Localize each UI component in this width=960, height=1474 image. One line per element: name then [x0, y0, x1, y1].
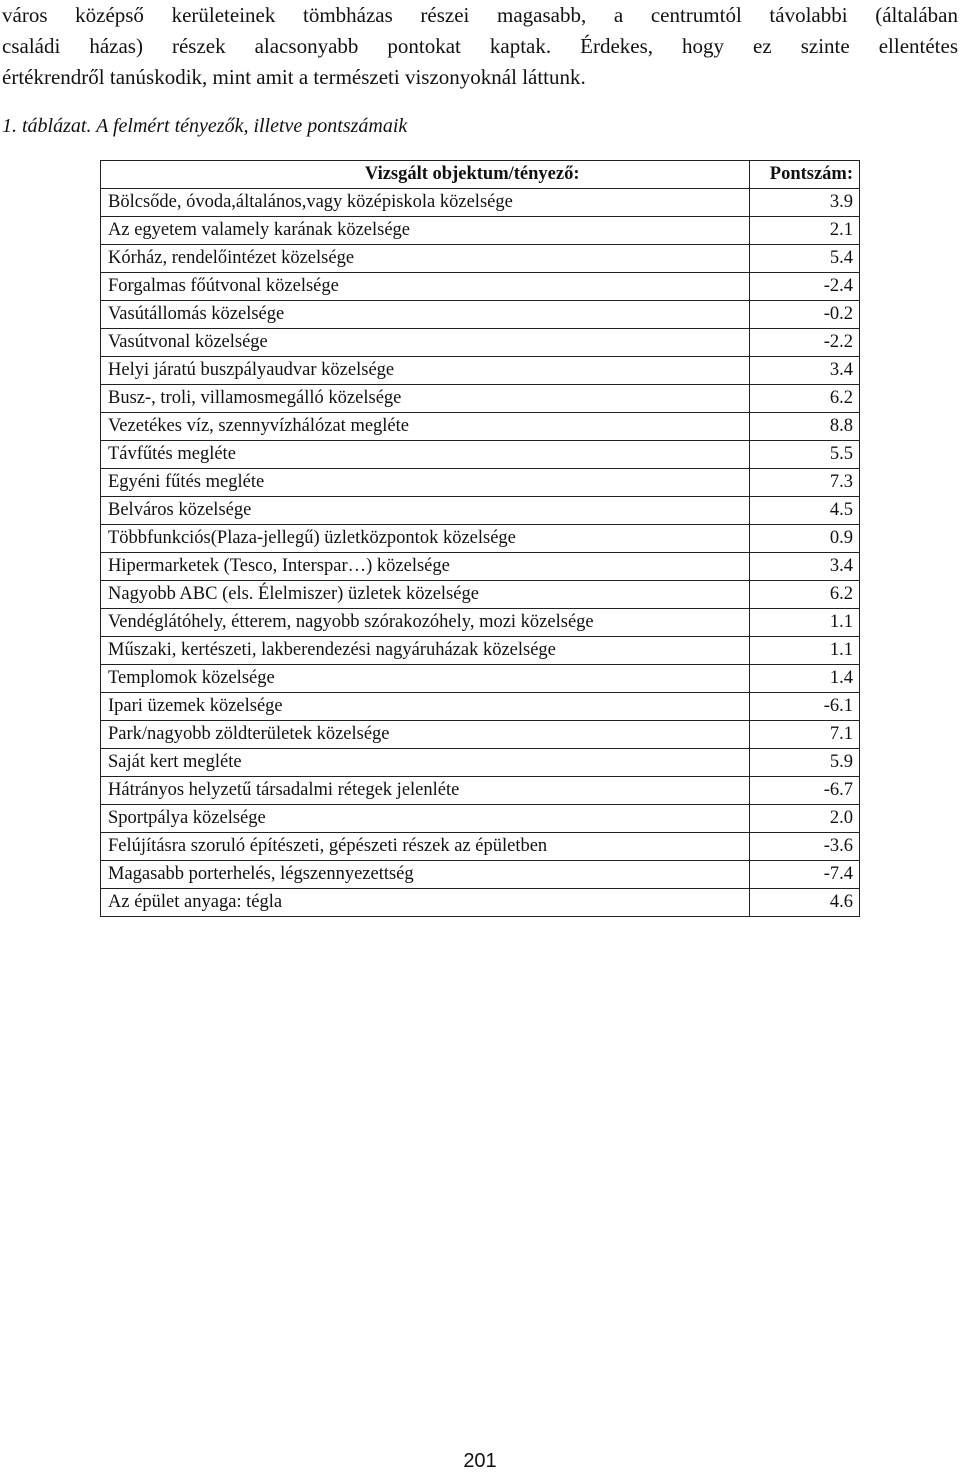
score-cell: 1.1	[750, 637, 860, 665]
factor-cell: Nagyobb ABC (els. Élelmiszer) üzletek közelsége	[101, 581, 750, 609]
score-cell: 2.1	[750, 217, 860, 245]
paragraph-line-1: város középső kerületeinek tömbházas részei magasabb, a centrumtól távolabbi (általában	[2, 3, 958, 27]
table-row	[101, 525, 860, 553]
score-cell: 2.0	[750, 805, 860, 833]
table-row	[101, 441, 860, 469]
table-row	[101, 861, 860, 889]
table-header-row	[101, 161, 860, 189]
score-cell: 3.4	[750, 357, 860, 385]
table-row	[101, 581, 860, 609]
factor-cell: Forgalmas főútvonal közelsége	[101, 273, 750, 301]
table-row	[101, 329, 860, 357]
score-cell: 1.1	[750, 609, 860, 637]
table-row	[101, 553, 860, 581]
factor-cell: Hipermarketek (Tesco, Interspar…) közelsége	[101, 553, 750, 581]
table-row	[101, 833, 860, 861]
table-row	[101, 245, 860, 273]
score-cell: 3.9	[750, 189, 860, 217]
factor-cell: Kórház, rendelőintézet közelsége	[101, 245, 750, 273]
factor-cell: Busz-, troli, villamosmegálló közelsége	[101, 385, 750, 413]
factor-cell: Helyi járatú buszpályaudvar közelsége	[101, 357, 750, 385]
score-cell: 1.4	[750, 665, 860, 693]
table-row	[101, 273, 860, 301]
table-row	[101, 889, 860, 917]
factor-cell: Többfunkciós(Plaza-jellegű) üzletközpontok közelsége	[101, 525, 750, 553]
factor-cell: Az egyetem valamely karának közelsége	[101, 217, 750, 245]
body-paragraph	[2, 0, 958, 93]
score-cell: 8.8	[750, 413, 860, 441]
table-row	[101, 665, 860, 693]
factor-cell: Felújításra szoruló építészeti, gépészeti részek az épületben	[101, 833, 750, 861]
table-row	[101, 637, 860, 665]
factor-cell: Templomok közelsége	[101, 665, 750, 693]
score-cell: -6.7	[750, 777, 860, 805]
paragraph-line-2: családi házas) részek alacsonyabb pontokat kaptak. Érdekes, hogy ez szinte ellentétes	[2, 34, 958, 58]
table-row	[101, 469, 860, 497]
factor-cell: Belváros közelsége	[101, 497, 750, 525]
factor-cell: Műszaki, kertészeti, lakberendezési nagyáruházak közelsége	[101, 637, 750, 665]
factor-cell: Vasútvonal közelsége	[101, 329, 750, 357]
table-row	[101, 721, 860, 749]
score-cell: -2.2	[750, 329, 860, 357]
header-factor: Vizsgált objektum/tényező:	[101, 161, 750, 189]
score-cell: 6.2	[750, 581, 860, 609]
score-cell: -7.4	[750, 861, 860, 889]
score-cell: 5.9	[750, 749, 860, 777]
factor-score-table	[100, 160, 860, 917]
factor-cell: Magasabb porterhelés, légszennyezettség	[101, 861, 750, 889]
factor-cell: Park/nagyobb zöldterületek közelsége	[101, 721, 750, 749]
factor-cell: Vendéglátóhely, étterem, nagyobb szórakozóhely, mozi közelsége	[101, 609, 750, 637]
factor-cell: Távfűtés megléte	[101, 441, 750, 469]
score-cell: 7.1	[750, 721, 860, 749]
factor-cell: Saját kert megléte	[101, 749, 750, 777]
table-caption-text: A felmért tényezők, illetve pontszámaik	[91, 115, 408, 137]
header-score: Pontszám:	[750, 161, 860, 189]
factor-cell: Bölcsőde, óvoda,általános,vagy középiskola közelsége	[101, 189, 750, 217]
factor-cell: Vasútállomás közelsége	[101, 301, 750, 329]
score-cell: -6.1	[750, 693, 860, 721]
score-cell: 4.5	[750, 497, 860, 525]
score-cell: 5.5	[750, 441, 860, 469]
table-caption	[2, 112, 407, 140]
factor-cell: Egyéni fűtés megléte	[101, 469, 750, 497]
table-row	[101, 301, 860, 329]
factor-cell: Ipari üzemek közelsége	[101, 693, 750, 721]
table-row	[101, 497, 860, 525]
table-row	[101, 217, 860, 245]
score-cell: 4.6	[750, 889, 860, 917]
table-row	[101, 189, 860, 217]
table-row	[101, 749, 860, 777]
table-body	[101, 189, 860, 917]
factor-cell: Sportpálya közelsége	[101, 805, 750, 833]
table-row	[101, 777, 860, 805]
score-cell: 6.2	[750, 385, 860, 413]
factor-cell: Vezetékes víz, szennyvízhálózat megléte	[101, 413, 750, 441]
paragraph-line-3: értékrendről tanúskodik, mint amit a természeti viszonyoknál láttunk.	[2, 65, 586, 89]
score-cell: -2.4	[750, 273, 860, 301]
factor-cell: Az épület anyaga: tégla	[101, 889, 750, 917]
score-cell: -3.6	[750, 833, 860, 861]
page-number: 201	[463, 1450, 497, 1472]
table-row	[101, 413, 860, 441]
table-row	[101, 385, 860, 413]
score-cell: -0.2	[750, 301, 860, 329]
table-caption-label: 1. táblázat.	[2, 115, 92, 137]
table-row	[101, 693, 860, 721]
factor-cell: Hátrányos helyzetű társadalmi rétegek jelenléte	[101, 777, 750, 805]
score-cell: 0.9	[750, 525, 860, 553]
table-row	[101, 357, 860, 385]
score-cell: 5.4	[750, 245, 860, 273]
score-cell: 3.4	[750, 553, 860, 581]
table-row	[101, 609, 860, 637]
score-cell: 7.3	[750, 469, 860, 497]
table-row	[101, 805, 860, 833]
